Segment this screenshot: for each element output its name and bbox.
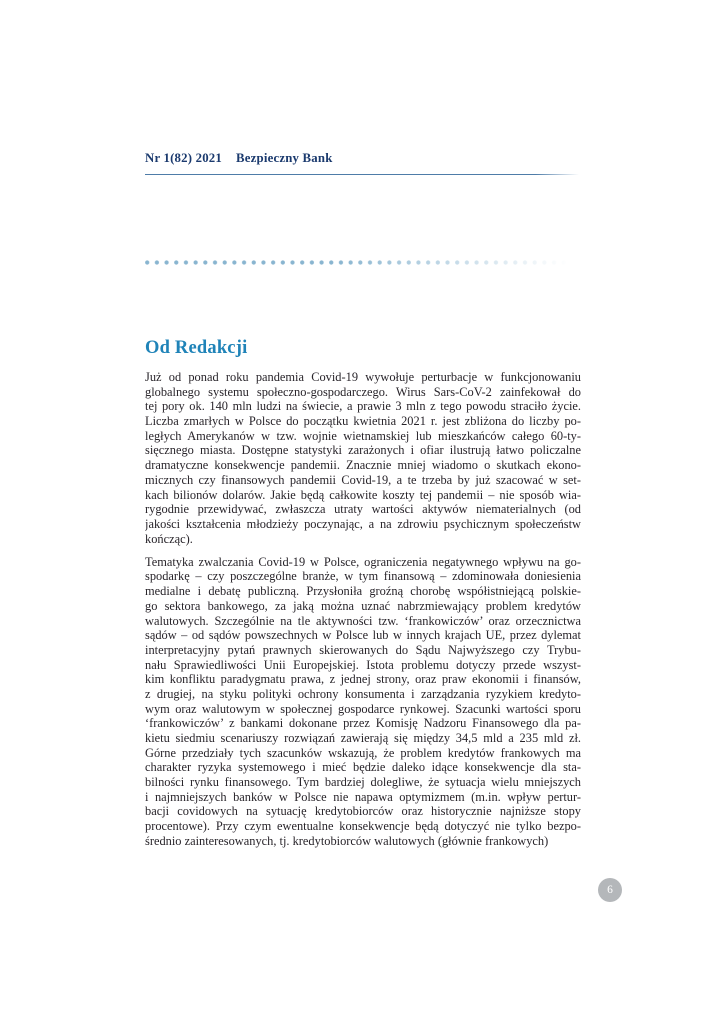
running-head bbox=[145, 151, 581, 166]
text-line: ległych Amerykanów w tzw. wojnie wietnamskiej lub mieszkańców całego 60-ty- bbox=[145, 428, 581, 443]
text-line: walutowych. Szczególnie na tle aktywności tzw. ‘frankowiczów’ oraz orzecznictwa bbox=[145, 613, 581, 628]
text-line: kończąc). bbox=[145, 531, 193, 546]
journal-title: Bezpieczny Bank bbox=[236, 151, 333, 165]
dotted-separator bbox=[145, 259, 569, 266]
text-line: rygodnie przewidywać, zwłaszcza utraty wartości aktywów niematerialnych (od bbox=[145, 502, 581, 517]
paragraph bbox=[145, 555, 581, 849]
text-line: sięcznego miasta. Dostępne statystyki zarażonych i ofiar ilustrują łatwo policzalne bbox=[145, 443, 581, 458]
text-line: kach bilionów dolarów. Jakie będą całkowite koszty tej pandemii – nie sposób wia- bbox=[145, 487, 581, 502]
text-line: spodarkę – czy poszczególne branże, w tym finansową – zdominowała doniesienia bbox=[145, 569, 581, 584]
text-line: Tematyka zwalczania Covid-19 w Polsce, ograniczenia negatywnego wpływu na go- bbox=[145, 554, 581, 569]
text-line: średnio zainteresowanych, tj. kredytobiorców walutowych (głównie frankowych) bbox=[145, 833, 549, 848]
text-line: Liczba zmarłych w Polsce do początku kwietnia 2021 r. jest zbliżona do liczby po- bbox=[145, 414, 581, 429]
text-line: wym oraz walutowym w społecznej gospodarce rynkowej. Szacunki wartości sporu bbox=[145, 701, 581, 716]
section-title: Od Redakcji bbox=[145, 338, 248, 359]
header-rule bbox=[145, 174, 579, 175]
text-line: interpretacyjny pytań prawnych skierowanych do Sądu Najwyższego czy Trybu- bbox=[145, 642, 581, 657]
page-number: 6 bbox=[607, 884, 613, 896]
paragraph bbox=[145, 370, 581, 546]
text-line: dramatyczne konsekwencje pandemii. Znacznie mniej wiadomo o skutkach ekono- bbox=[145, 458, 581, 473]
text-line: globalnego systemu społeczno-gospodarczego. Wirus Sars-CoV-2 zainfekował do bbox=[145, 384, 581, 399]
text-line: ‘frankowiczów’ z bankami dokonane przez Komisję Nadzoru Finansowego dla pa- bbox=[145, 716, 581, 731]
text-line: jakości kształcenia młodzieży poczynając, a na zdrowiu psychicznym społeczeństw bbox=[145, 516, 581, 531]
text-line: Już od ponad roku pandemia Covid-19 wywołuje perturbacje w funkcjonowaniu bbox=[145, 370, 581, 384]
issue-number: Nr 1(82) 2021 bbox=[145, 151, 223, 165]
text-line: medialne i debatę publiczną. Przysłoniła groźną chorobę współistniejącą polskie- bbox=[145, 584, 581, 599]
text-line: procentowe). Przy czym ewentualne konsekwencje będą dotyczyć nie tylko bezpo- bbox=[145, 819, 581, 834]
text-line: tej pory ok. 140 mln ludzi na świecie, a prawie 3 mln z tego powodu straciło życie. bbox=[145, 399, 581, 414]
page-number-badge bbox=[598, 878, 622, 902]
text-line: z drugiej, na styku polityki ochrony konsumenta i zarządzania ryzykiem kredyto- bbox=[145, 686, 581, 701]
text-line: i najmniejszych banków w Polsce nie napawa optymizmem (m.in. wpływ pertur- bbox=[145, 789, 581, 804]
text-line: charakter ryzyka systemowego i mieć będzie daleko idące konsekwencje dla sta- bbox=[145, 760, 581, 775]
text-line: kim konfliktu paradygmatu prawa, z jednej strony, oraz praw ekonomii i finansów, bbox=[145, 672, 581, 687]
text-line: bacji covidowych na sytuację kredytobiorców oraz historycznie najniższe stopy bbox=[145, 804, 581, 819]
text-line: micznych czy finansowych pandemii Covid-19, a te trzeba by już szacować w set- bbox=[145, 472, 581, 487]
text-line: bilności rynku finansowego. Tym bardziej dolegliwe, że sytuacja wielu mniejszych bbox=[145, 775, 581, 790]
article-body bbox=[145, 370, 581, 857]
text-line: nału Sprawiedliwości Unii Europejskiej. Istota problemu dotyczy przede wszyst- bbox=[145, 657, 581, 672]
text-line: sądów – od sądów powszechnych w Polsce lub w innych krajach UE, przez dylemat bbox=[145, 628, 581, 643]
text-line: kietu siedmiu scenariuszy rozwiązań zawierają się między 34,5 mld a 235 mld zł. bbox=[145, 731, 581, 745]
text-line: go sektora bankowego, za jaką można uznać nabrzmiewający problem kredytów bbox=[145, 598, 581, 613]
text-line: Górne przedziały tych szacunków wskazują, że problem kredytów frankowych ma bbox=[145, 745, 581, 760]
